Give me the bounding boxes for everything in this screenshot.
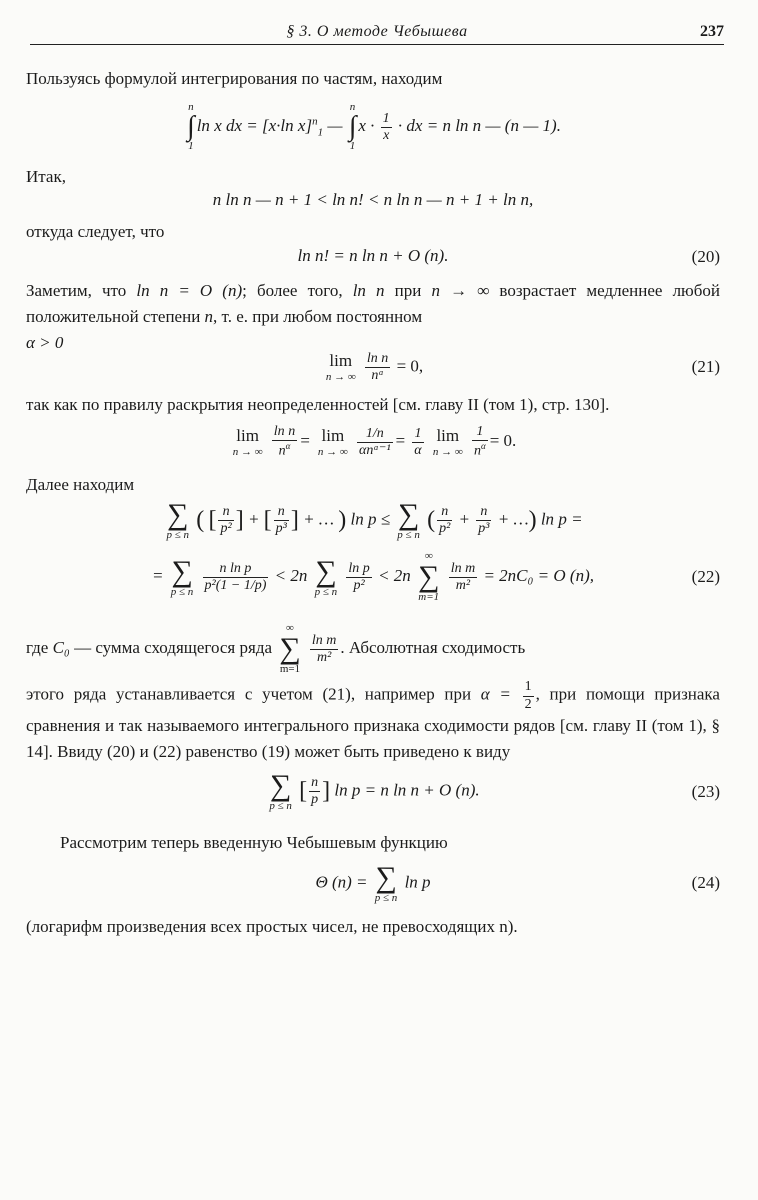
formula-20-text: ln n! = n ln n + O (n). [297,246,449,266]
paragraph-10: (логарифм произведения всех простых чисел, не превосходящих n). [26,916,518,936]
limit-operator: lim n → ∞ [325,350,356,383]
paragraph-8: этого ряда устанавливается с учетом (21), например при α = $\frac{1}{2}$ , при помощи признака сравнения и так называемого интегрального признака сходимости рядов [см. главу II (том 1), § 14]. Ввиду (20) и (22) равенство (19) может быть приведено к виду [26,679,720,761]
formula-22: = ∑ p ≤ n $\frac{\text{n ln p}}{\text{p²(1 − 1/p)}}$ < 2n ∑ p ≤ n $\frac{\text{ln p}}{\text{p²}}$ < 2n ∞ ∑ m=1 $\frac{\text{ln m}}{\text{m²}}$ = 2nC₀ = O (n), (22) [152,550,720,604]
formula-inequality [26,187,720,213]
fraction-ln-n-over-n-alpha: $\frac{\text{ln n}}{\text{nᵅ}}$ [366,350,389,383]
integration-result: = n ln n — (n — 1). [426,116,561,136]
formula-21-rhs: = 0, [396,356,424,376]
fraction-derivative: $\frac{1/n}{\text{αnᵅ⁻¹}}$ [359,425,391,458]
fraction-n-ln-p: $\frac{\text{n ln p}}{\text{p²(1 − 1/p)}}$ [204,560,267,593]
formula-20 [26,243,720,269]
page-content [26,58,720,940]
formula-sum-brackets: ∑ p ≤ n ( [ $\frac{n}{\text{p²}}$ ] + [ $\frac{n}{\text{p³}}$ ] + … ) ln p ≤ ∑ p ≤ n ( $\frac{n}{\text{p²}}$ + $\frac{n}{\text{p³}}$ + …) ln p = [166,498,583,542]
paragraph-2: Итак, [26,167,66,187]
paragraph-9: Рассмотрим теперь введенную Чебышевым функцию [60,833,448,853]
formula-23: ∑ p ≤ n [ $\frac{n}{p}$ ] ln p = n ln n + O (n). (23) [269,769,720,813]
formula-24: Θ (n) = ∑ p ≤ n ln p (24) [315,860,720,904]
integral-sign-2: n ∫ 1 [348,101,357,153]
equation-number-24: (24) [691,873,720,893]
inequality-text: n ln n — n + 1 < ln n! < n ln n — n + 1 + ln n, [212,189,534,209]
paragraph-4: Заметим, что ln n = O (n); более того, ln n при n → ∞ возрастает медленнее любой положительной степени n, т. е. при любом постоянном α > 0 [26,280,720,353]
sum-operator: ∑ p ≤ n [166,498,189,542]
running-head [30,18,724,45]
paragraph-5: так как по правилу раскрытия неопределенностей [см. главу II (том 1), стр. 130]. [26,394,610,414]
page-number: 237 [700,23,724,40]
section-title: § 3. О методе Чебышева [286,23,468,40]
formula-21 [26,351,720,384]
integral-sign: n ∫ 1 [187,101,195,153]
equation-number-20: (20) [691,246,720,266]
formula-integration-by-parts: n ∫ 1 ln x dx = [x·ln x]$^n_1$ — n ∫ 1 x · $\frac{1}{x}$ · dx = n ln n — (n — 1). [187,101,561,153]
paragraph-3: откуда следует, что [26,222,165,242]
equation-number-23: (23) [691,781,720,801]
paragraph-1: Пользуясь формулой интегрирования по частям, находим [26,69,443,88]
fraction-one-over-x: $\frac{1}{x}$ [382,110,390,143]
paragraph-6: Далее находим [26,475,135,495]
equation-number-21: (21) [691,357,720,377]
formula-lhopital: lim n → ∞ $\frac{\text{ln n}}{n^\alpha}$ = lim n → ∞ $\frac{1/n}{\text{αnᵅ⁻¹}}$ = $\frac{1}{\alpha}$ lim n → ∞ $\frac{1}{n^\alpha}$ = 0. [232,424,517,460]
paragraph-7: где C₀ — сумма сходящегося ряда ∞ ∑ m=1 $\frac{\text{ln m}}{\text{m²}}$ . Абсолютная сходимость [26,622,526,676]
equation-number-22: (22) [691,567,720,587]
